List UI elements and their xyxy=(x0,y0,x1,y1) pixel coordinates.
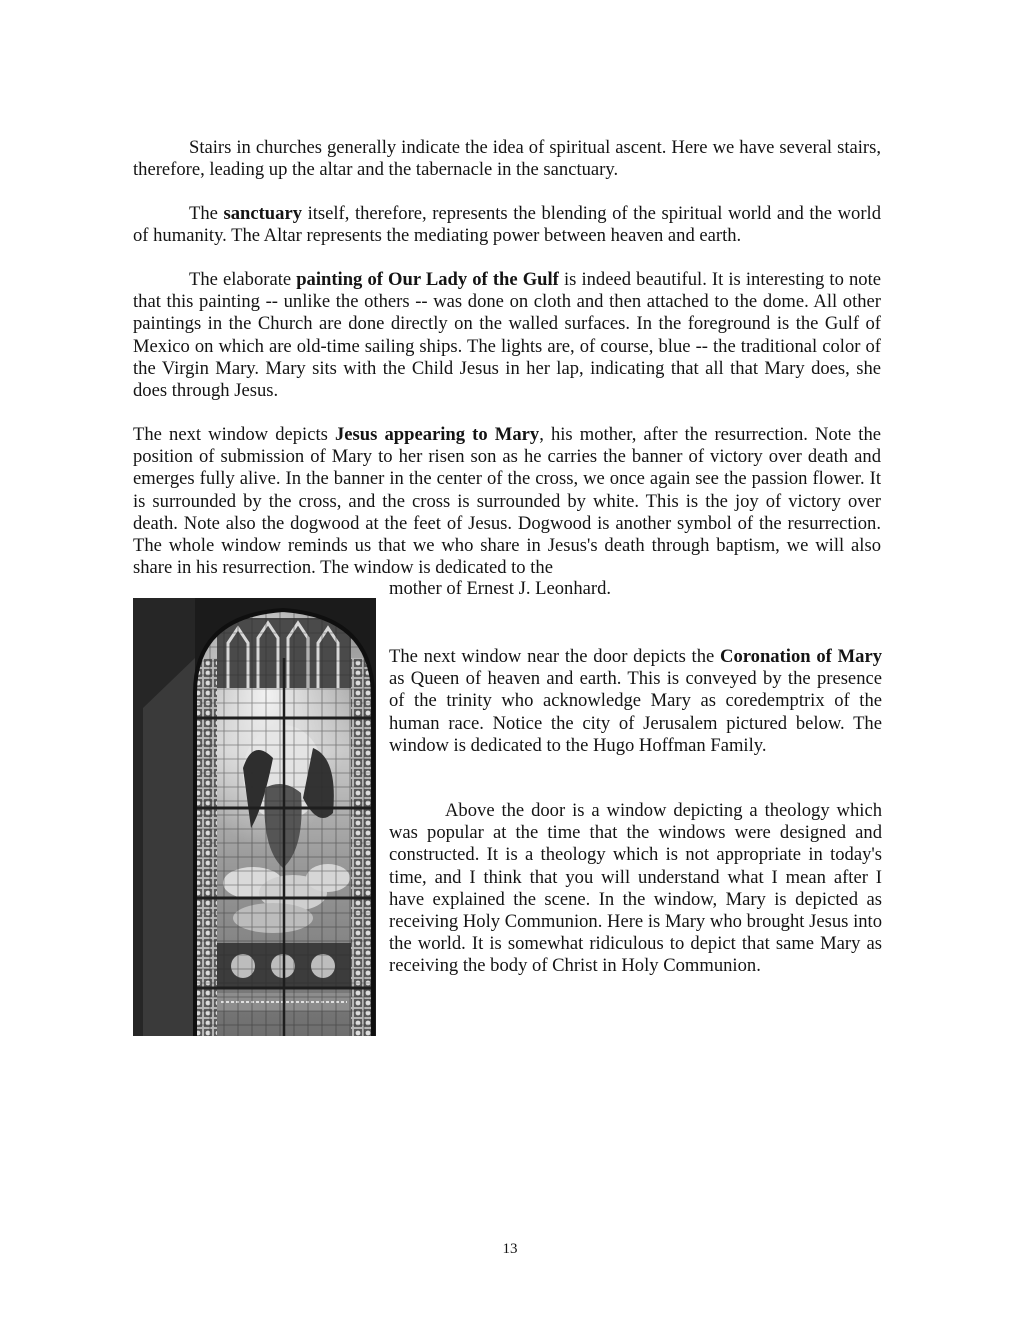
paragraph-stairs xyxy=(133,137,881,181)
paragraph-coronation xyxy=(389,646,882,757)
stained-glass-window-photo xyxy=(133,598,376,1036)
paragraph-sanctuary-before: The xyxy=(189,203,224,224)
paragraph-jesus-appearing xyxy=(133,424,881,579)
page-number: 13 xyxy=(502,1241,518,1257)
paragraph-painting-bold: painting of Our Lady of the Gulf xyxy=(296,269,559,290)
paragraph-painting-before: The elaborate xyxy=(189,269,297,290)
paragraph-coronation-after: as Queen of heaven and earth. This is conveyed by the presence of the trinity who acknowledge Mary as coredemptrix of the human race. Notice the city of Jerusalem pictured below. The window is dedicated to the Hugo Hoffman Family. xyxy=(389,668,882,756)
paragraph-sanctuary-after: itself, therefore, represents the blending of the spiritual world and the world of humanity. The Altar represents the mediating power between heaven and earth. xyxy=(133,203,881,247)
paragraph-jesus-appearing-before: The next window depicts xyxy=(133,424,335,445)
paragraph-jesus-appearing-after: , his mother, after the resurrection. Note the position of submission of Mary to her risen son as he carries the banner of victory over death and emerges fully alive. In the banner in the center of the cross, we once again see the passion flower. It is surrounded by the cross, and the cross is surrounded by white. This is the joy of victory over death. Note also the dogwood at the feet of Jesus. Dogwood is another symbol of the resurrection. The whole window reminds us that we who share in Jesus's death through baptism, we will also share in his resurrection. The window is dedicated to the xyxy=(133,424,882,579)
paragraph-coronation-bold: Coronation of Mary xyxy=(720,646,882,667)
paragraph-painting-after: is indeed beautiful. It is interesting to note that this painting -- unlike the others -- was done on cloth and then attached to the dome. All other paintings in the Church are done directly on the walled surfaces. In the foreground is the Gulf of Mexico on which are old-time sailing ships. The lights are, of course, blue -- the traditional color of the Virgin Mary. Mary sits with the Child Jesus in her lap, indicating that all that Mary does, she does through Jesus. xyxy=(133,269,881,402)
paragraph-stairs-text: Stairs in churches generally indicate the idea of spiritual ascent. Here we have several stairs, therefore, leading up the altar and the tabernacle in the sanctuary. xyxy=(133,137,881,181)
paragraph-above-door-text: Above the door is a window depicting a theology which was popular at the time that the windows were designed and constructed. It is a theology which is not appropriate in today's time, and I think that you will understand what I mean after I have explained the scene. In the window, Mary is depicted as receiving Holy Communion. Here is Mary who brought Jesus into the world. It is somewhat ridiculous to depict that same Mary as receiving the body of Christ in Holy Communion. xyxy=(389,800,882,977)
paragraph-jesus-appearing-bold: Jesus appearing to Mary xyxy=(334,424,540,445)
paragraph-jesus-appearing-tail-text: mother of Ernest J. Leonhard. xyxy=(389,578,612,599)
paragraph-sanctuary xyxy=(133,203,881,247)
paragraph-coronation-before: The next window near the door depicts the xyxy=(389,646,721,667)
paragraph-jesus-appearing-tail xyxy=(389,578,881,600)
paragraph-painting xyxy=(133,269,881,402)
paragraph-sanctuary-bold: sanctuary xyxy=(223,203,302,224)
paragraph-above-door xyxy=(389,800,882,978)
